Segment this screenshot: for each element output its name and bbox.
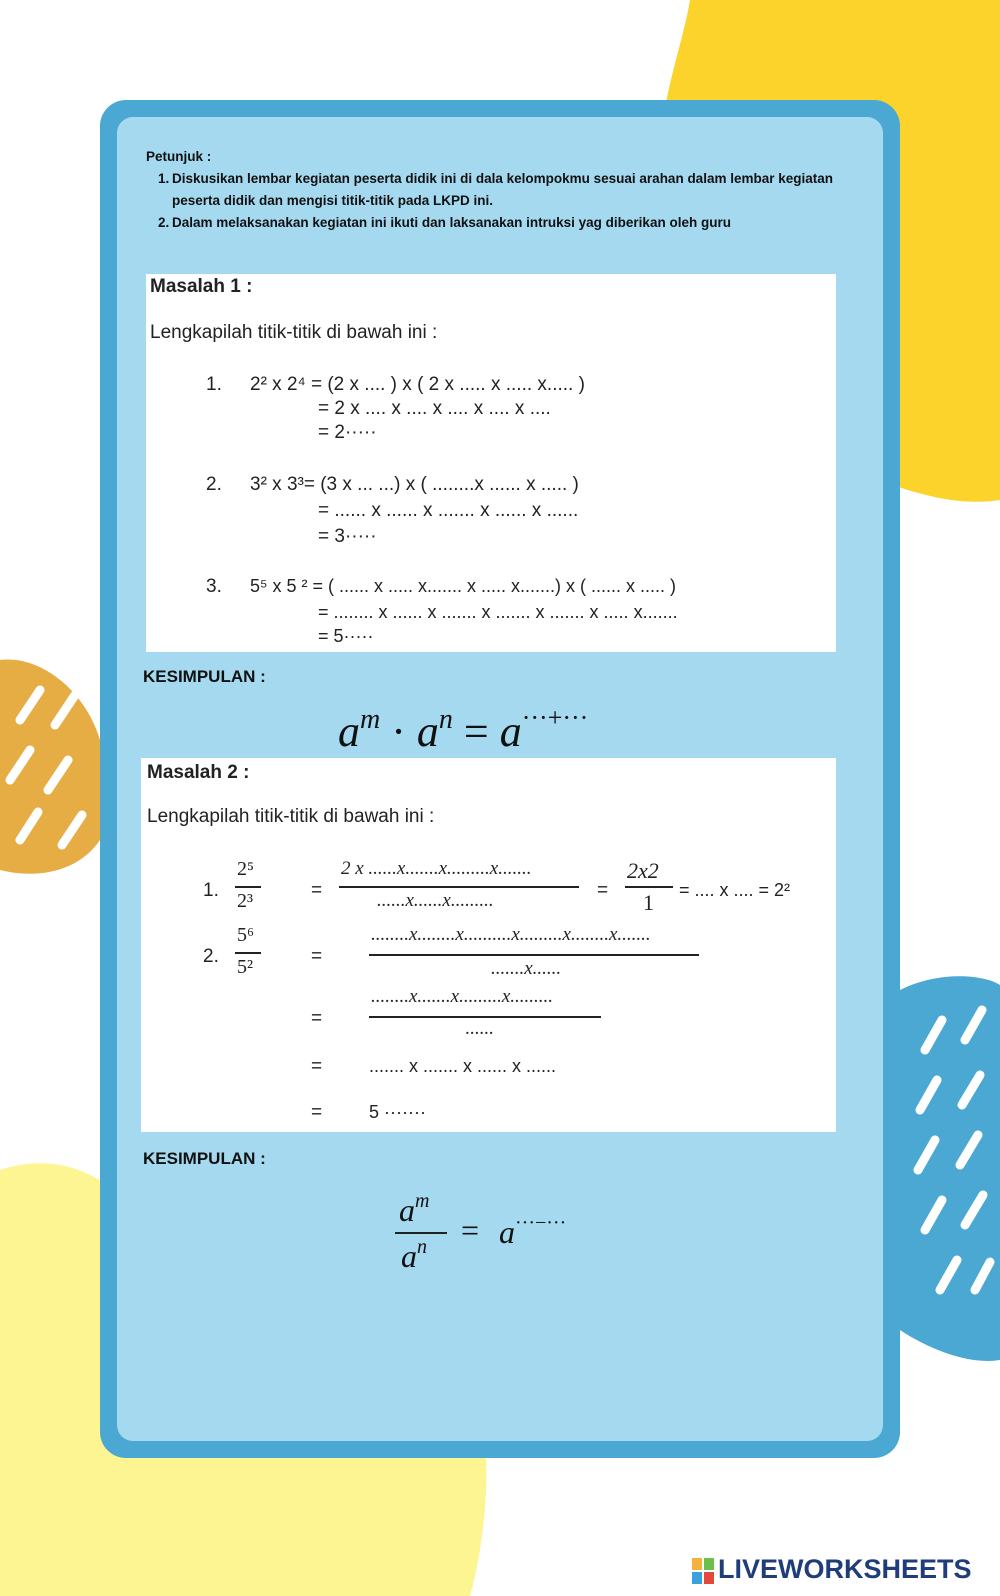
kesimpulan-2-formula bbox=[395, 1190, 595, 1280]
fraction-numerator: ........x.......x.........x......... bbox=[371, 986, 554, 1007]
instructions-heading: Petunjuk : bbox=[146, 149, 212, 164]
problem-number: 1. bbox=[203, 880, 219, 901]
problem-number: 2. bbox=[203, 946, 219, 967]
formula-base: a bbox=[499, 707, 522, 756]
fraction-numerator: ........x........x..........x.........x........x....... bbox=[371, 924, 651, 945]
fraction-numerator: 5⁶ bbox=[237, 924, 254, 946]
masalah-1-instruction: Lengkapilah titik-titik di bawah ini : bbox=[150, 322, 438, 343]
formula-base: a bbox=[499, 1214, 515, 1250]
problem-number: 2. bbox=[206, 474, 222, 495]
masalah-1-box bbox=[146, 274, 836, 652]
problem-line: 2² x 2⁴ = (2 x .... ) x ( 2 x ..... x ..... x..... ) bbox=[250, 374, 585, 395]
fraction-numerator: 2 x ......x.......x.........x....... bbox=[341, 858, 532, 879]
instruction-number: 1. bbox=[158, 171, 170, 186]
masalah-2-box bbox=[141, 758, 836, 1132]
problem-line: = ........ x ...... x ....... x ....... x ....... x ..... x....... bbox=[318, 602, 678, 622]
formula-base: a bbox=[399, 1192, 415, 1228]
problem-line: 5 ······· bbox=[369, 1102, 426, 1122]
formula-base: a bbox=[401, 1238, 417, 1274]
formula-operator: = bbox=[461, 1212, 480, 1248]
fraction-numerator: 2⁵ bbox=[237, 858, 254, 880]
kesimpulan-2-label: KESIMPULAN : bbox=[143, 1149, 266, 1168]
equals-sign: = bbox=[311, 1056, 323, 1077]
equals-sign: = bbox=[311, 880, 323, 901]
formula-exponent: n bbox=[417, 1236, 427, 1258]
masalah-1-title: Masalah 1 : bbox=[150, 276, 253, 297]
instruction-item bbox=[146, 212, 846, 234]
instruction-text: Dalam melaksanakan kegiatan ini ikuti dan laksanakan intruksi yag diberikan oleh guru bbox=[172, 215, 731, 230]
fraction-bar bbox=[369, 954, 699, 956]
fraction-bar bbox=[235, 952, 261, 954]
fraction-denominator: 1 bbox=[643, 890, 654, 915]
formula-operator: · bbox=[391, 707, 406, 756]
problem-number: 1. bbox=[206, 374, 222, 395]
formula-rhs bbox=[499, 1212, 566, 1251]
problem-line: = 2 x .... x .... x .... x .... x .... bbox=[318, 398, 551, 419]
instruction-number: 2. bbox=[158, 215, 170, 230]
problem-line: = 3····· bbox=[318, 526, 377, 547]
problem-line: = .... x .... = 2² bbox=[679, 880, 791, 900]
fraction-bar bbox=[339, 886, 579, 888]
problem-line: = 2····· bbox=[318, 422, 377, 443]
problem-number: 3. bbox=[206, 576, 222, 597]
problem-line: = ...... x ...... x ....... x ...... x ...... bbox=[318, 500, 579, 521]
problem-line: 3² x 3³= (3 x ... ...) x ( ........x ...... x ..... ) bbox=[250, 474, 579, 495]
fraction-denominator: 2³ bbox=[237, 890, 253, 912]
equals-sign: = bbox=[311, 1008, 323, 1029]
problem-line: ....... x ....... x ...... x ...... bbox=[369, 1056, 557, 1076]
fraction-bar bbox=[625, 886, 673, 888]
formula-exponent: m bbox=[360, 704, 381, 735]
formula-numerator bbox=[399, 1190, 429, 1229]
formula-base: a bbox=[338, 707, 360, 756]
fraction-denominator: 5² bbox=[237, 956, 253, 978]
problem-line: = 5····· bbox=[318, 626, 374, 646]
formula-exponent: m bbox=[415, 1190, 430, 1212]
masalah-2-instruction: Lengkapilah titik-titik di bawah ini : bbox=[147, 806, 435, 827]
equals-sign: = bbox=[311, 1102, 323, 1123]
fraction-denominator: ...... bbox=[465, 1018, 494, 1039]
liveworksheets-brand: LIVEWORKSHEETS bbox=[718, 1554, 972, 1584]
liveworksheets-logo-icon bbox=[692, 1558, 714, 1584]
kesimpulan-1-formula bbox=[338, 690, 588, 760]
fraction-bar bbox=[395, 1232, 447, 1234]
formula-base: a bbox=[416, 707, 439, 756]
instruction-item bbox=[146, 168, 846, 212]
kesimpulan-1-label: KESIMPULAN : bbox=[143, 667, 266, 686]
formula-operator: = bbox=[463, 707, 489, 756]
formula-exponent: ···−··· bbox=[515, 1212, 567, 1234]
instructions bbox=[146, 146, 846, 234]
formula-exponent: ···+··· bbox=[521, 703, 589, 732]
fraction-bar bbox=[235, 886, 261, 888]
instruction-text: Diskusikan lembar kegiatan peserta didik ini di dala kelompokmu sesuai arahan dalam lembar kegiatan peserta didik dan mengisi titik-titik pada LKPD ini. bbox=[172, 171, 833, 208]
fraction-denominator: .......x...... bbox=[491, 958, 562, 979]
fraction-denominator: ......x......x......... bbox=[377, 890, 494, 911]
fraction-numerator: 2x2 bbox=[627, 858, 659, 883]
masalah-2-title: Masalah 2 : bbox=[147, 762, 250, 783]
formula-denominator bbox=[401, 1236, 427, 1275]
equals-sign: = bbox=[597, 880, 609, 901]
problem-line: 5⁵ x 5 ² = ( ...... x ..... x....... x ..... x.......) x ( ...... x ..... ) bbox=[250, 576, 677, 596]
equals-sign: = bbox=[311, 946, 323, 967]
formula-exponent: n bbox=[438, 704, 453, 735]
